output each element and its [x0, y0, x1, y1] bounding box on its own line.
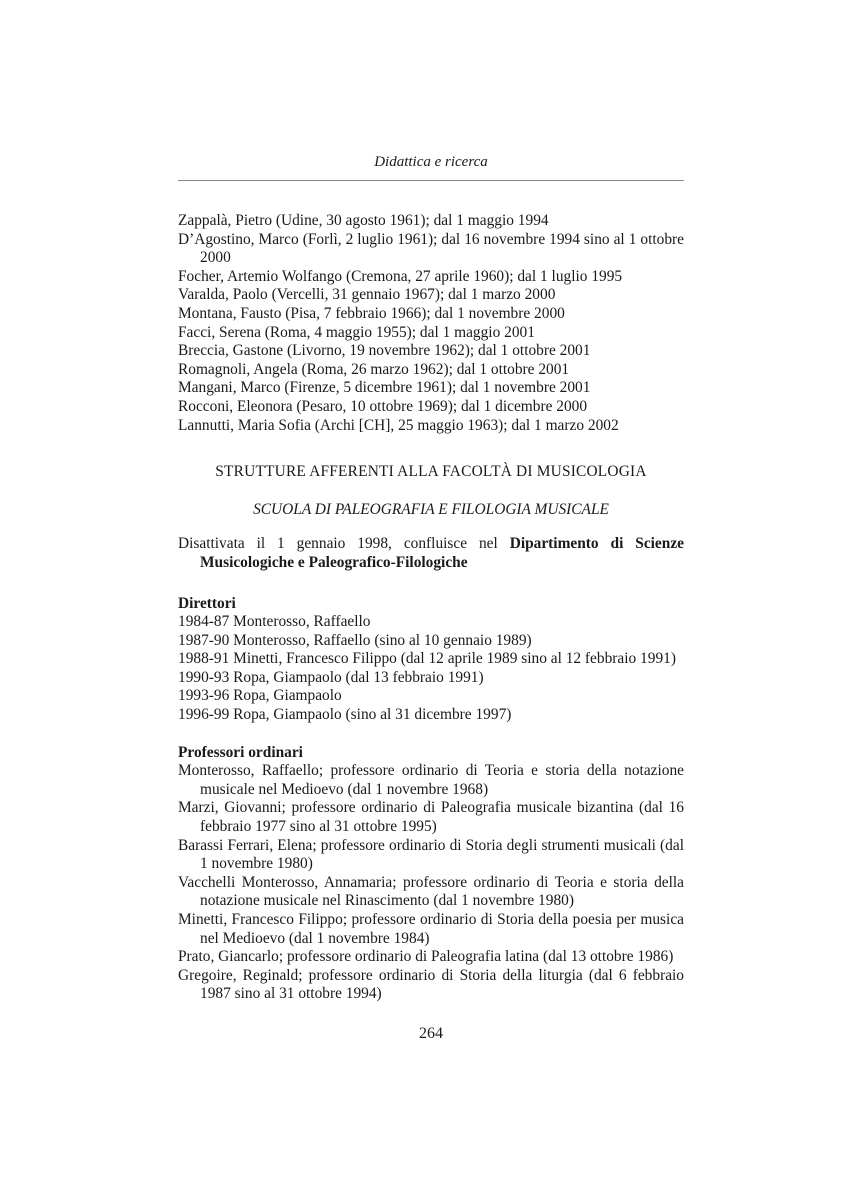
- director-item: 1990-93 Ropa, Giampaolo (dal 13 febbraio 1991): [178, 668, 484, 686]
- professor-item: Vacchelli Monterosso, Annamaria; professore ordinario di Teoria e storia della notazione musicale nel Rinascimento (dal 1 novembre 1980): [178, 873, 684, 910]
- directors-heading: Direttori: [178, 594, 236, 612]
- list-item: Varalda, Paolo (Vercelli, 31 gennaio 1967); dal 1 marzo 2000: [178, 286, 556, 304]
- director-item: 1993-96 Ropa, Giampaolo: [178, 687, 342, 705]
- director-item: 1987-90 Monterosso, Raffaello (sino al 10 gennaio 1989): [178, 631, 532, 649]
- header-rule: [178, 180, 684, 181]
- list-item: Lannutti, Maria Sofia (Archi [CH], 25 maggio 1963); dal 1 marzo 2002: [178, 416, 619, 434]
- professor-item: Monterosso, Raffaello; professore ordinario di Teoria e storia della notazione musicale nel Medioevo (dal 1 novembre 1968): [178, 762, 684, 798]
- page-number: 264: [419, 1025, 443, 1042]
- school-note: [178, 535, 684, 572]
- professor-item: Minetti, Francesco Filippo; professore ordinario di Storia della poesia per musica nel Medioevo (dal 1 novembre 1984): [178, 911, 684, 947]
- professor-item: Prato, Giancarlo; professore ordinario di Paleografia latina (dal 13 ottobre 1986): [178, 948, 674, 966]
- director-item: 1988-91 Minetti, Francesco Filippo (dal 12 aprile 1989 sino al 12 febbraio 1991): [178, 650, 676, 668]
- running-title: Didattica e ricerca: [374, 154, 488, 170]
- professors-list: [178, 762, 684, 1004]
- professor-item: Barassi Ferrari, Elena; professore ordinario di Storia degli strumenti musicali (dal 1 novembre 1980): [178, 836, 684, 873]
- professors-heading: Professori ordinari: [178, 743, 303, 761]
- list-item: Rocconi, Eleonora (Pesaro, 10 ottobre 1969); dal 1 dicembre 2000: [178, 397, 588, 415]
- professor-item: Marzi, Giovanni; professore ordinario di Paleografia musicale bizantina (dal 16 febbraio 1977 sino al 31 ottobre 1995): [178, 799, 684, 836]
- director-item: 1984-87 Monterosso, Raffaello: [178, 613, 371, 631]
- directors-list: [178, 613, 684, 725]
- list-item: Mangani, Marco (Firenze, 5 dicembre 1961); dal 1 novembre 2001: [178, 379, 591, 397]
- school-title: SCUOLA DI PALEOGRAFIA E FILOLOGIA MUSICALE: [253, 500, 609, 518]
- list-item: Zappalà, Pietro (Udine, 30 agosto 1961); dal 1 maggio 1994: [178, 212, 549, 229]
- list-item: Montana, Fausto (Pisa, 7 febbraio 1966); dal 1 novembre 2000: [178, 304, 565, 322]
- professor-item: Gregoire, Reginald; professore ordinario di Storia della liturgia (dal 6 febbraio 1987 sino al 31 ottobre 1994): [178, 966, 684, 1003]
- director-item: 1996-99 Ropa, Giampaolo (sino al 31 dicembre 1997): [178, 706, 512, 724]
- list-item: D’Agostino, Marco (Forlì, 2 luglio 1961); dal 16 novembre 1994 sino al 1 ottobre 2000: [178, 230, 684, 267]
- list-item: Facci, Serena (Roma, 4 maggio 1955); dal 1 maggio 2001: [178, 323, 535, 341]
- note-text: Disattivata il 1 gennaio 1998, confluisce nel: [178, 535, 510, 553]
- note-department: Dipartimento di Scienze Musicologiche e Paleografico-Filologiche: [200, 535, 684, 571]
- page-body: [178, 212, 684, 1004]
- staff-list: [178, 212, 684, 435]
- section-title: STRUTTURE AFFERENTI ALLA FACOLTÀ DI MUSICOLOGIA: [215, 463, 647, 481]
- list-item: Breccia, Gastone (Livorno, 19 novembre 1962); dal 1 ottobre 2001: [178, 342, 591, 360]
- list-item: Romagnoli, Angela (Roma, 26 marzo 1962); dal 1 ottobre 2001: [178, 360, 570, 378]
- list-item: Focher, Artemio Wolfango (Cremona, 27 aprile 1960); dal 1 luglio 1995: [178, 267, 623, 285]
